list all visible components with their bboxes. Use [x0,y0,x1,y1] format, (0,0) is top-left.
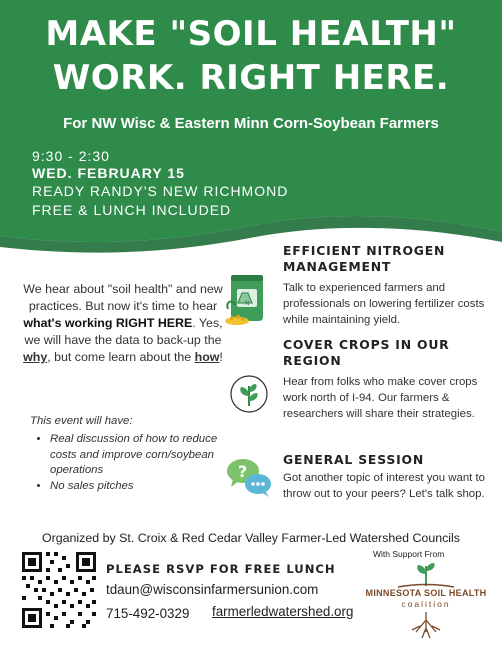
event-will-have-label: This event will have: [30,415,133,427]
event-date: WED. FEBRUARY 15 [32,165,185,181]
event-cost: FREE & LUNCH INCLUDED [32,202,232,218]
section-body-general-session: Got another topic of interest you want to throw out to your peers? Let's talk shop. [283,472,485,500]
contact-phone[interactable]: 715-492-0329 [106,606,190,621]
intro-text-4: ! [219,350,223,364]
event-location: READY RANDY'S NEW RICHMOND [32,183,289,199]
title-line-1: MAKE "SOIL HEALTH" [45,14,457,54]
section-body-cover-crops: Hear from folks who make cover crops work north of I-94. Our farmers & researchers will share their strategies. [283,376,478,420]
website-link[interactable]: farmerledwatershed.org [212,604,354,619]
section-title-general-session: GENERAL SESSION [283,452,424,467]
subtitle: For NW Wisc & Eastern Minn Corn-Soybean Farmers [63,115,439,132]
organized-by: Organized by St. Croix & Red Cedar Valley Farmer-Led Watershed Councils [41,531,460,545]
mshc-subtitle: coalition [401,599,451,609]
title-line-2: WORK. RIGHT HERE. [52,58,450,98]
qr-code[interactable] [20,550,98,630]
section-body-nitrogen: Talk to experienced farmers and professionals on lowering fertilizer costs while maintaining yield. [283,282,485,326]
contact-email[interactable]: tdaun@wisconsinfarmersunion.com [106,582,319,597]
chat-bubbles-icon [225,457,273,501]
intro-paragraph [18,281,228,366]
intro-text-3: , but come learn about the [47,350,195,364]
list-item: • Real discussion of how to reduce costs and improve corn/soybean operations [50,432,230,479]
section-title-cover-crops: COVER CROPS IN OUR REGION [283,337,450,368]
svg-text:?: ? [238,462,248,481]
intro-how: how [194,350,220,364]
event-time: 9:30 - 2:30 [32,148,110,164]
intro-highlight: what's working RIGHT HERE [23,316,193,330]
support-label: With Support From [373,549,445,559]
mshc-name: MINNESOTA SOIL HEALTH [365,588,487,598]
intro-why: why [23,350,48,364]
list-item: • No sales pitches [50,479,230,495]
svg-text:N: N [245,300,250,307]
intro-text-2: . Yes, we will have the data to back-up the [24,316,223,347]
intro-text-1: We hear about "soil health" and new practices. But now it's time to hear [23,282,223,313]
rsvp-heading: PLEASE RSVP FOR FREE LUNCH [106,562,336,576]
header-banner [0,0,502,255]
section-title-nitrogen: EFFICIENT NITROGEN MANAGEMENT [283,243,446,274]
fertilizer-bag-icon [223,271,269,327]
event-will-have-list [36,432,230,494]
plant-sprout-icon [229,374,269,414]
